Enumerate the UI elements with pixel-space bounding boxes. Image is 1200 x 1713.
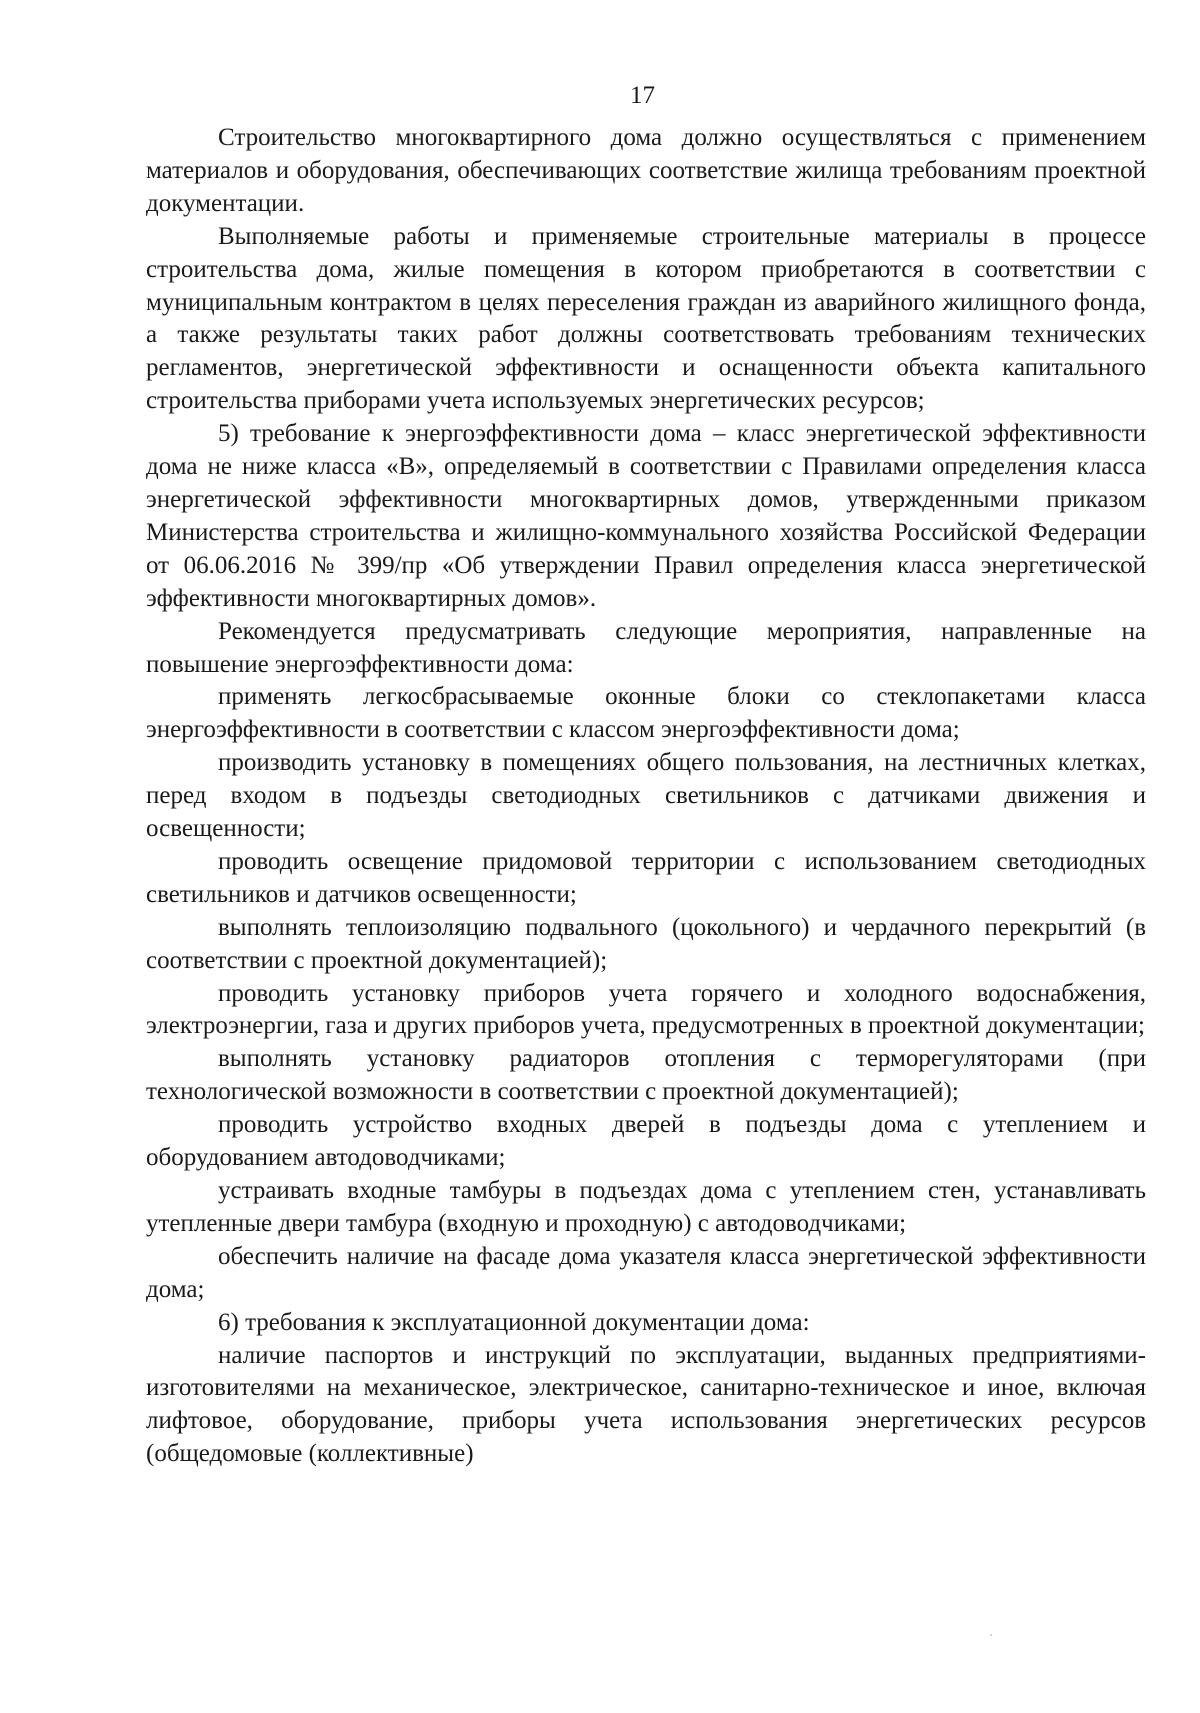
paragraph: Рекомендуется предусматривать следующие мероприятия, направленные на повышение энергоэффективности дома: xyxy=(146,617,1146,678)
list-item: проводить освещение придомовой территории с использованием светодиодных светильников и датчиков освещенности; xyxy=(146,847,1146,908)
page-number: 17 xyxy=(630,82,655,109)
paragraph: Выполняемые работы и применяемые строительные материалы в процессе строительства дома, жилые помещения в котором приобретаются в соответствии с муниципальным контрактом в целях переселения граждан из аварийного жилищного фонда, а также результаты таких работ должны соответствовать требованиям технических регламентов, энергетической эффективности и оснащенности объекта капитального строительства приборами учета используемых энергетических ресурсов; xyxy=(146,222,1146,415)
paragraph: 5) требование к энергоэффективности дома – класс энергетической эффективности дома не ниже класса «В», определяемый в соответствии с Правилами определения класса энергетической эффективности многоквартирных домов, утвержденными приказом Министерства строительства и жилищно-коммунального хозяйства Российской Федерации от 06.06.2016 № 399/пр «Об утверждении Правил определения класса энергетической эффективности многоквартирных домов». xyxy=(146,420,1146,612)
list-item: выполнять установку радиаторов отопления с терморегуляторами (при технологической возможности в соответствии с проектной документацией); xyxy=(146,1045,1146,1106)
list-item: выполнять теплоизоляцию подвального (цокольного) и чердачного перекрытий (в соответствии с проектной документацией); xyxy=(146,913,1146,974)
list-item: производить установку в помещениях общего пользования, на лестничных клетках, перед входом в подъезды светодиодных светильников с датчиками движения и освещенности; xyxy=(146,749,1146,843)
list-item: проводить устройство входных дверей в подъезды дома с утеплением и оборудованием автодоводчиками; xyxy=(146,1111,1146,1172)
list-item: проводить установку приборов учета горячего и холодного водоснабжения, электроэнергии, газа и других приборов учета, предусмотренных в проектной документации; xyxy=(146,979,1146,1040)
paragraph: наличие паспортов и инструкций по эксплуатации, выданных предприятиями-изготовителями на механическое, электрическое, санитарно-техническое и иное, включая лифтовое, оборудование, приборы учета использования энергетических ресурсов (общедомовые (коллективные) xyxy=(146,1341,1146,1468)
paragraph: 6) требования к эксплуатационной документации дома: xyxy=(218,1308,810,1336)
list-item: обеспечить наличие на фасаде дома указателя класса энергетической эффективности дома; xyxy=(146,1242,1146,1303)
scan-speck xyxy=(990,1634,992,1636)
list-item: устраивать входные тамбуры в подъездах дома с утеплением стен, устанавливать утепленные двери тамбура (входную и проходную) с автодоводчиками; xyxy=(146,1177,1146,1237)
paragraph: Строительство многоквартирного дома должно осуществляться с применением материалов и оборудования, обеспечивающих соответствие жилища требованиям проектной документации. xyxy=(146,124,1146,217)
list-item: применять легкосбрасываемые оконные блоки со стеклопакетами класса энергоэффективности в соответствии с классом энергоэффективности дома; xyxy=(146,683,1146,744)
document-body xyxy=(146,122,1146,1471)
